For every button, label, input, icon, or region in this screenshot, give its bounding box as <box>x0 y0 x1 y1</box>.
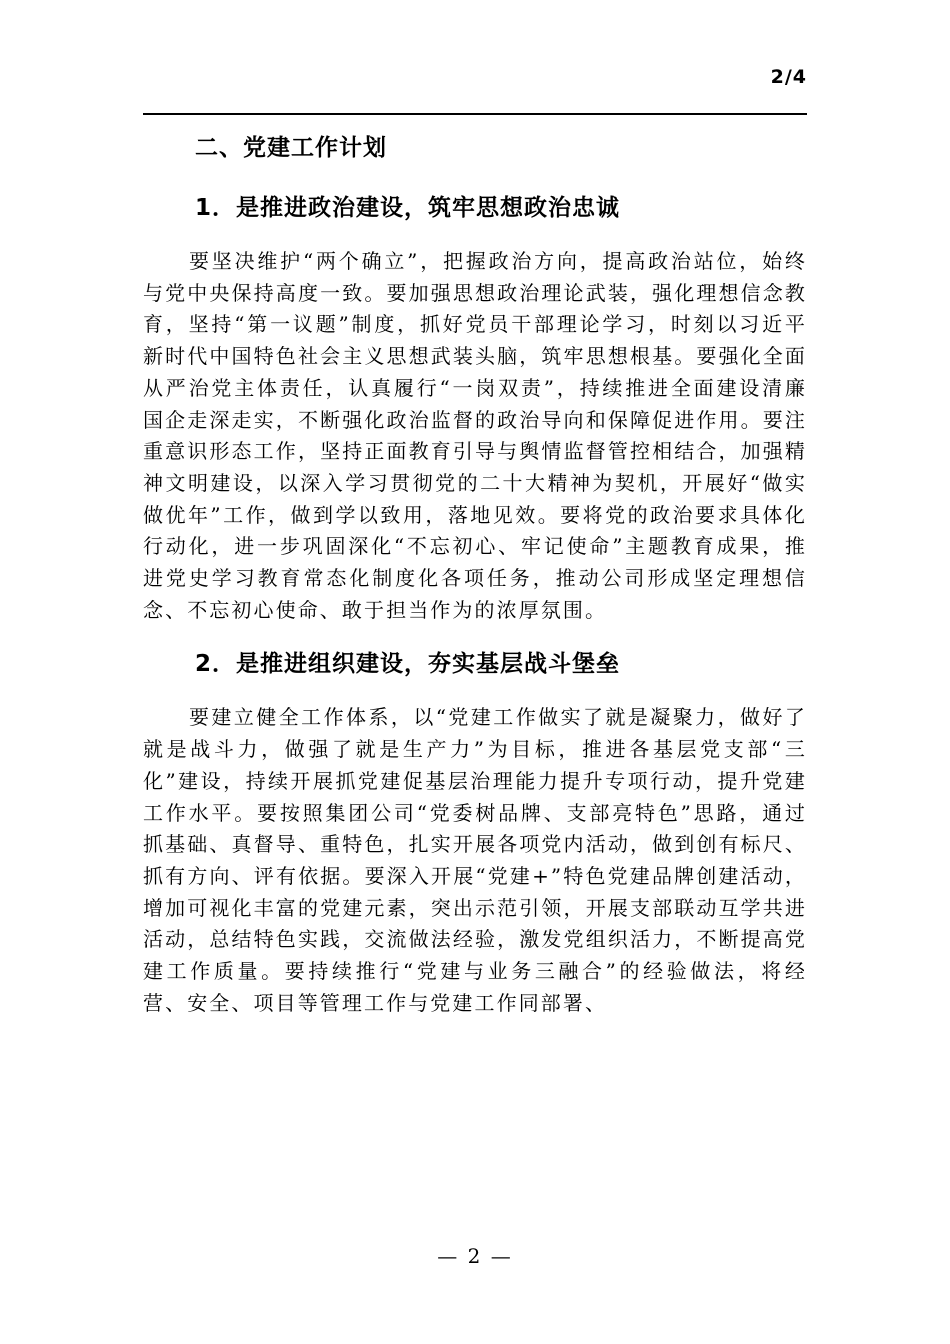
header-divider <box>143 113 807 115</box>
subsection-title-political: 1．是推进政治建设，筑牢思想政治忠诚 <box>195 195 621 221</box>
document-body <box>143 118 807 1019</box>
paragraph-political: 要坚决维护“两个确立”，把握政治方向，提高政治站位，始终与党中央保持高度一致。要加强思想政治理论武装，强化理想信念教育，坚持“第一议题”制度，抓好党员干部理论学习，时刻以习近平新时代中国特色社会主义思想武装头脑，筑牢思想根基。要强化全面从严治党主体责任，认真履行“一岗双责”，持续推进全面建设清廉国企走深走实，不断强化政治监督的政治导向和保障促进作用。要注重意识形态工作，坚持正面教育引导与舆情监督管控相结合，加强精神文明建设，以深入学习贯彻党的二十大精神为契机，开展好“做实做优年”工作，做到学以致用，落地见效。要将党的政治要求具体化行动化，进一步巩固深化“不忘初心、牢记使命”主题教育成果，推进党史学习教育常态化制度化各项任务，推动公司形成坚定理想信念、不忘初心使命、敢于担当作为的浓厚氛围。 <box>143 249 807 622</box>
page-indicator: 2/4 <box>770 66 807 88</box>
section-title: 二、党建工作计划 <box>195 135 387 161</box>
subsection-title-organization: 2．是推进组织建设，夯实基层战斗堡垒 <box>195 651 621 678</box>
paragraph-organization: 要建立健全工作体系，以“党建工作做实了就是凝聚力，做好了就是战斗力，做强了就是生产力”为目标，推进各基层党支部“三化”建设，持续开展抓党建促基层治理能力提升专项行动，提升党建工作水平。要按照集团公司“党委树品牌、支部亮特色”思路，通过抓基础、真督导、重特色，扎实开展各项党内活动，做到创有标尺、抓有方向、评有依据。要深入开展“党建+”特色党建品牌创建活动，增加可视化丰富的党建元素，突出示范引领，开展支部联动互学共进活动，总结特色实践，交流做法经验，激发党组织活力，不断提高党建工作质量。要持续推行“党建与业务三融合”的经验做法，将经营、安全、项目等管理工作与党建工作同部署、 <box>143 705 807 1015</box>
footer-page-number: — 2 — <box>437 1244 513 1268</box>
